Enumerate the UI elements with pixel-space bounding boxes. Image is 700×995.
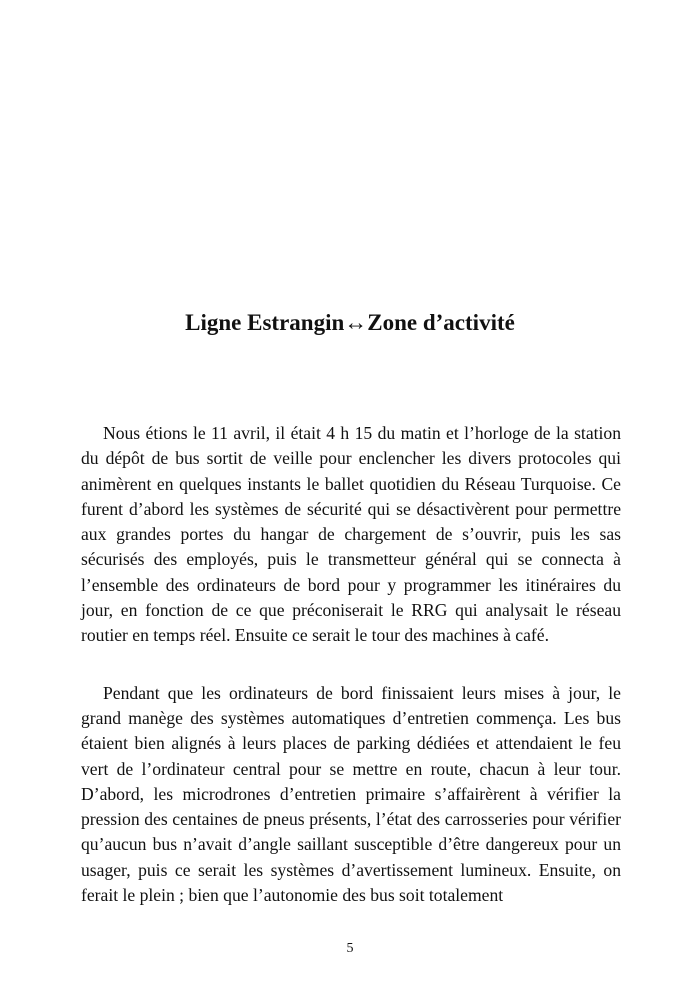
paragraph: Pendant que les ordinateurs de bord finissaient leurs mises à jour, le grand manège des systèmes automatiques d’entretien commença. Les bus étaient bien alignés à leurs places de parking dédiées et attendaient le feu vert de l’ordinateur central pour se mettre en route, chacun à leur tour. D’abord, les microdrones d’entretien primaire s’affairèrent à vérifier la pression des centaines de pneus présents, l’état des carrosseries pour vérifier qu’aucun bus n’avait d’angle saillant susceptible d’être dangereux pour un usager, puis ce serait les systèmes d’avertissement lumineux. Ensuite, on ferait le plein ; bien que l’autonomie des bus soit totalement xyxy=(81,682,621,906)
page-number: 5 xyxy=(346,941,354,956)
body-text xyxy=(81,421,621,940)
chapter-title: Ligne Estrangin↔Zone d’activité xyxy=(185,310,515,335)
paragraph: Nous étions le 11 avril, il était 4 h 15 du matin et l’horloge de la station du dépôt de bus sortit de veille pour enclencher les divers protocoles qui animèrent en quelques instants le ballet quotidien du Réseau Turquoise. Ce furent d’abord les systèmes de sécurité qui se désactivèrent pour permettre aux grandes portes du hangar de chargement de s’ouvrir, puis les sas sécurisés des employés, puis le transmetteur général qui se connecta à l’ensemble des ordinateurs de bord pour y programmer les itinéraires du jour, en fonction de ce que préconiserait le RRG qui analysait le réseau routier en temps réel. Ensuite ce serait le tour des machines à café. xyxy=(81,423,621,646)
